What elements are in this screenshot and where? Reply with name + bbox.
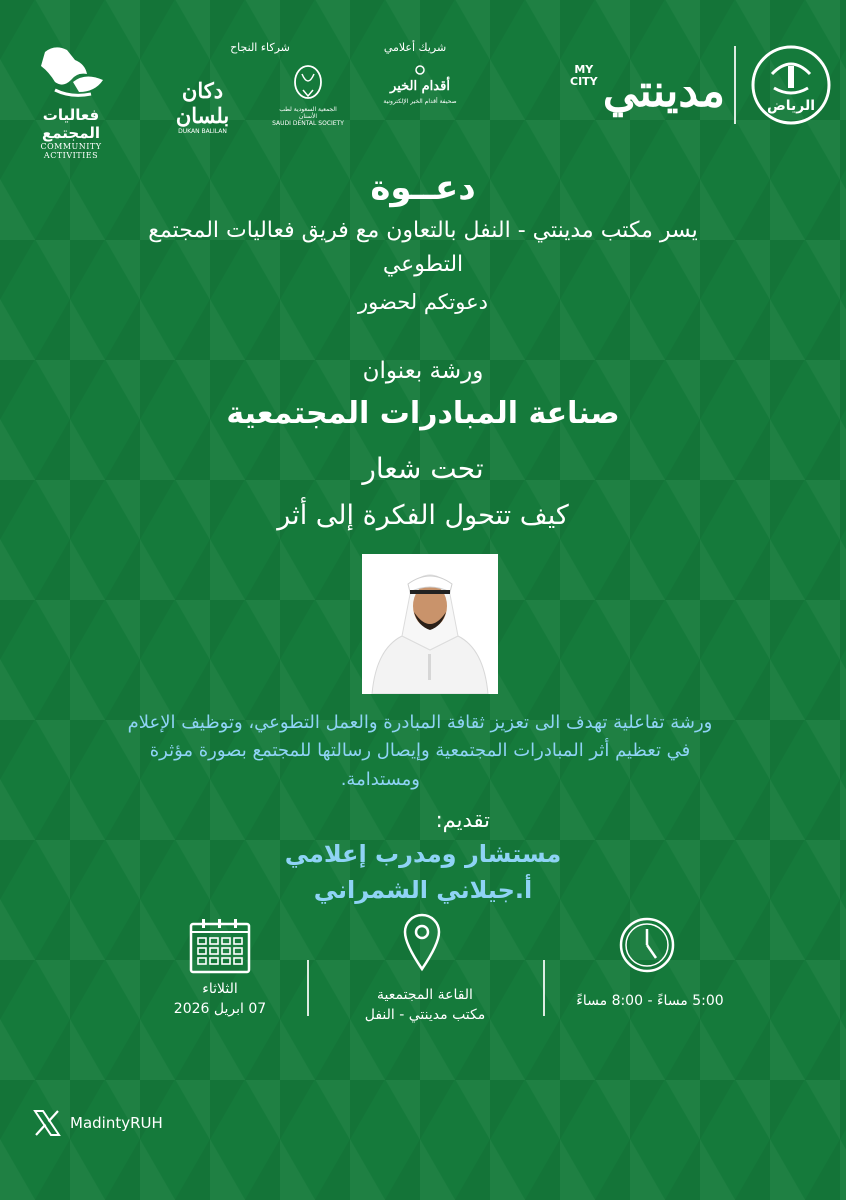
invitation-line-1: يسر مكتب مدينتي - النفل بالتعاون مع فريق فعاليات المجتمع (148, 218, 698, 243)
social-handle: MadintyRUH (70, 1114, 163, 1132)
presenter-label: تقديم: (435, 808, 490, 832)
presenter-role: مستشار ومدرب إعلامي (284, 840, 562, 868)
dental-logo-arabic: الجمعية السعودية لطب الأسنان (279, 106, 337, 120)
description-line-2: في تعظيم أثر المبادرات المجتمعية وإيصال رسالتها للمجتمع بصورة مؤثرة (149, 740, 691, 761)
clock-icon (618, 916, 676, 974)
calendar-icon (188, 918, 252, 974)
madinati-logo-arabic: مدينتي (602, 66, 725, 117)
madinati-en-line2: CITY (570, 75, 598, 88)
saudi-dental-society-logo (272, 64, 344, 127)
dukan-balilan-logo (165, 70, 240, 135)
info-divider-2 (543, 960, 545, 1016)
workshop-title: صناعة المبادرات المجتمعية (226, 396, 620, 431)
event-place-subtitle: مكتب مدينتي - النفل (364, 1007, 486, 1023)
header-divider (734, 46, 736, 124)
madinati-logo (560, 52, 725, 122)
event-place: القاعة المجتمعية (377, 987, 473, 1003)
dukan-logo-arabic: دكان بلسان (175, 78, 230, 128)
community-activities-logo (15, 42, 127, 160)
location-pin-icon (402, 912, 442, 972)
event-time: 5:00 مساءً - 8:00 مساءً (576, 993, 724, 1009)
madinati-en-line1: MY (574, 63, 594, 76)
speaker-photo (362, 554, 498, 694)
akhbar-logo-text: أقدام الخير (390, 79, 450, 94)
event-day: الثلاثاء (202, 981, 238, 997)
success-partners-title: شركاء النجاح (230, 41, 290, 54)
event-date: 07 ابريل 2026 (173, 1001, 267, 1017)
slogan-label: تحت شعار (362, 452, 484, 485)
dental-logo-english: SAUDI DENTAL SOCIETY (272, 120, 344, 127)
riyadh-emblem-logo (750, 44, 832, 126)
community-logo-arabic: فعاليات المجتمع (41, 106, 101, 142)
riyadh-logo-text: الرياض (766, 98, 816, 114)
presenter-name: أ.جيلاني الشمراني (313, 876, 533, 904)
dukan-logo-english: DUKAN BALILAN (178, 128, 227, 135)
info-divider-1 (307, 960, 309, 1016)
description-line-3: ومستدامة. (340, 769, 420, 790)
description-line-1: ورشة تفاعلية تهدف الى تعزيز ثقافة المبادرة والعمل التطوعي، وتوظيف الإعلام (127, 712, 713, 733)
x-social-icon (32, 1108, 62, 1138)
workshop-label: ورشة بعنوان (362, 358, 484, 384)
akhbar-newspaper-logo (380, 64, 460, 122)
invitation-line-3: دعوتكم لحضور (358, 290, 488, 314)
community-logo-english: COMMUNITY ACTIVITIES (40, 142, 102, 160)
invitation-title: دعــوة (370, 168, 476, 208)
akhbar-logo-subtitle: صحيفة أقدام الخير الإلكترونية (383, 98, 457, 105)
invitation-line-2: التطوعي (382, 252, 464, 277)
slogan-text: كيف تتحول الفكرة إلى أثر (277, 500, 569, 531)
madinati-logo-english (570, 64, 598, 88)
media-partner-title: شريك أعلامي (383, 41, 447, 54)
